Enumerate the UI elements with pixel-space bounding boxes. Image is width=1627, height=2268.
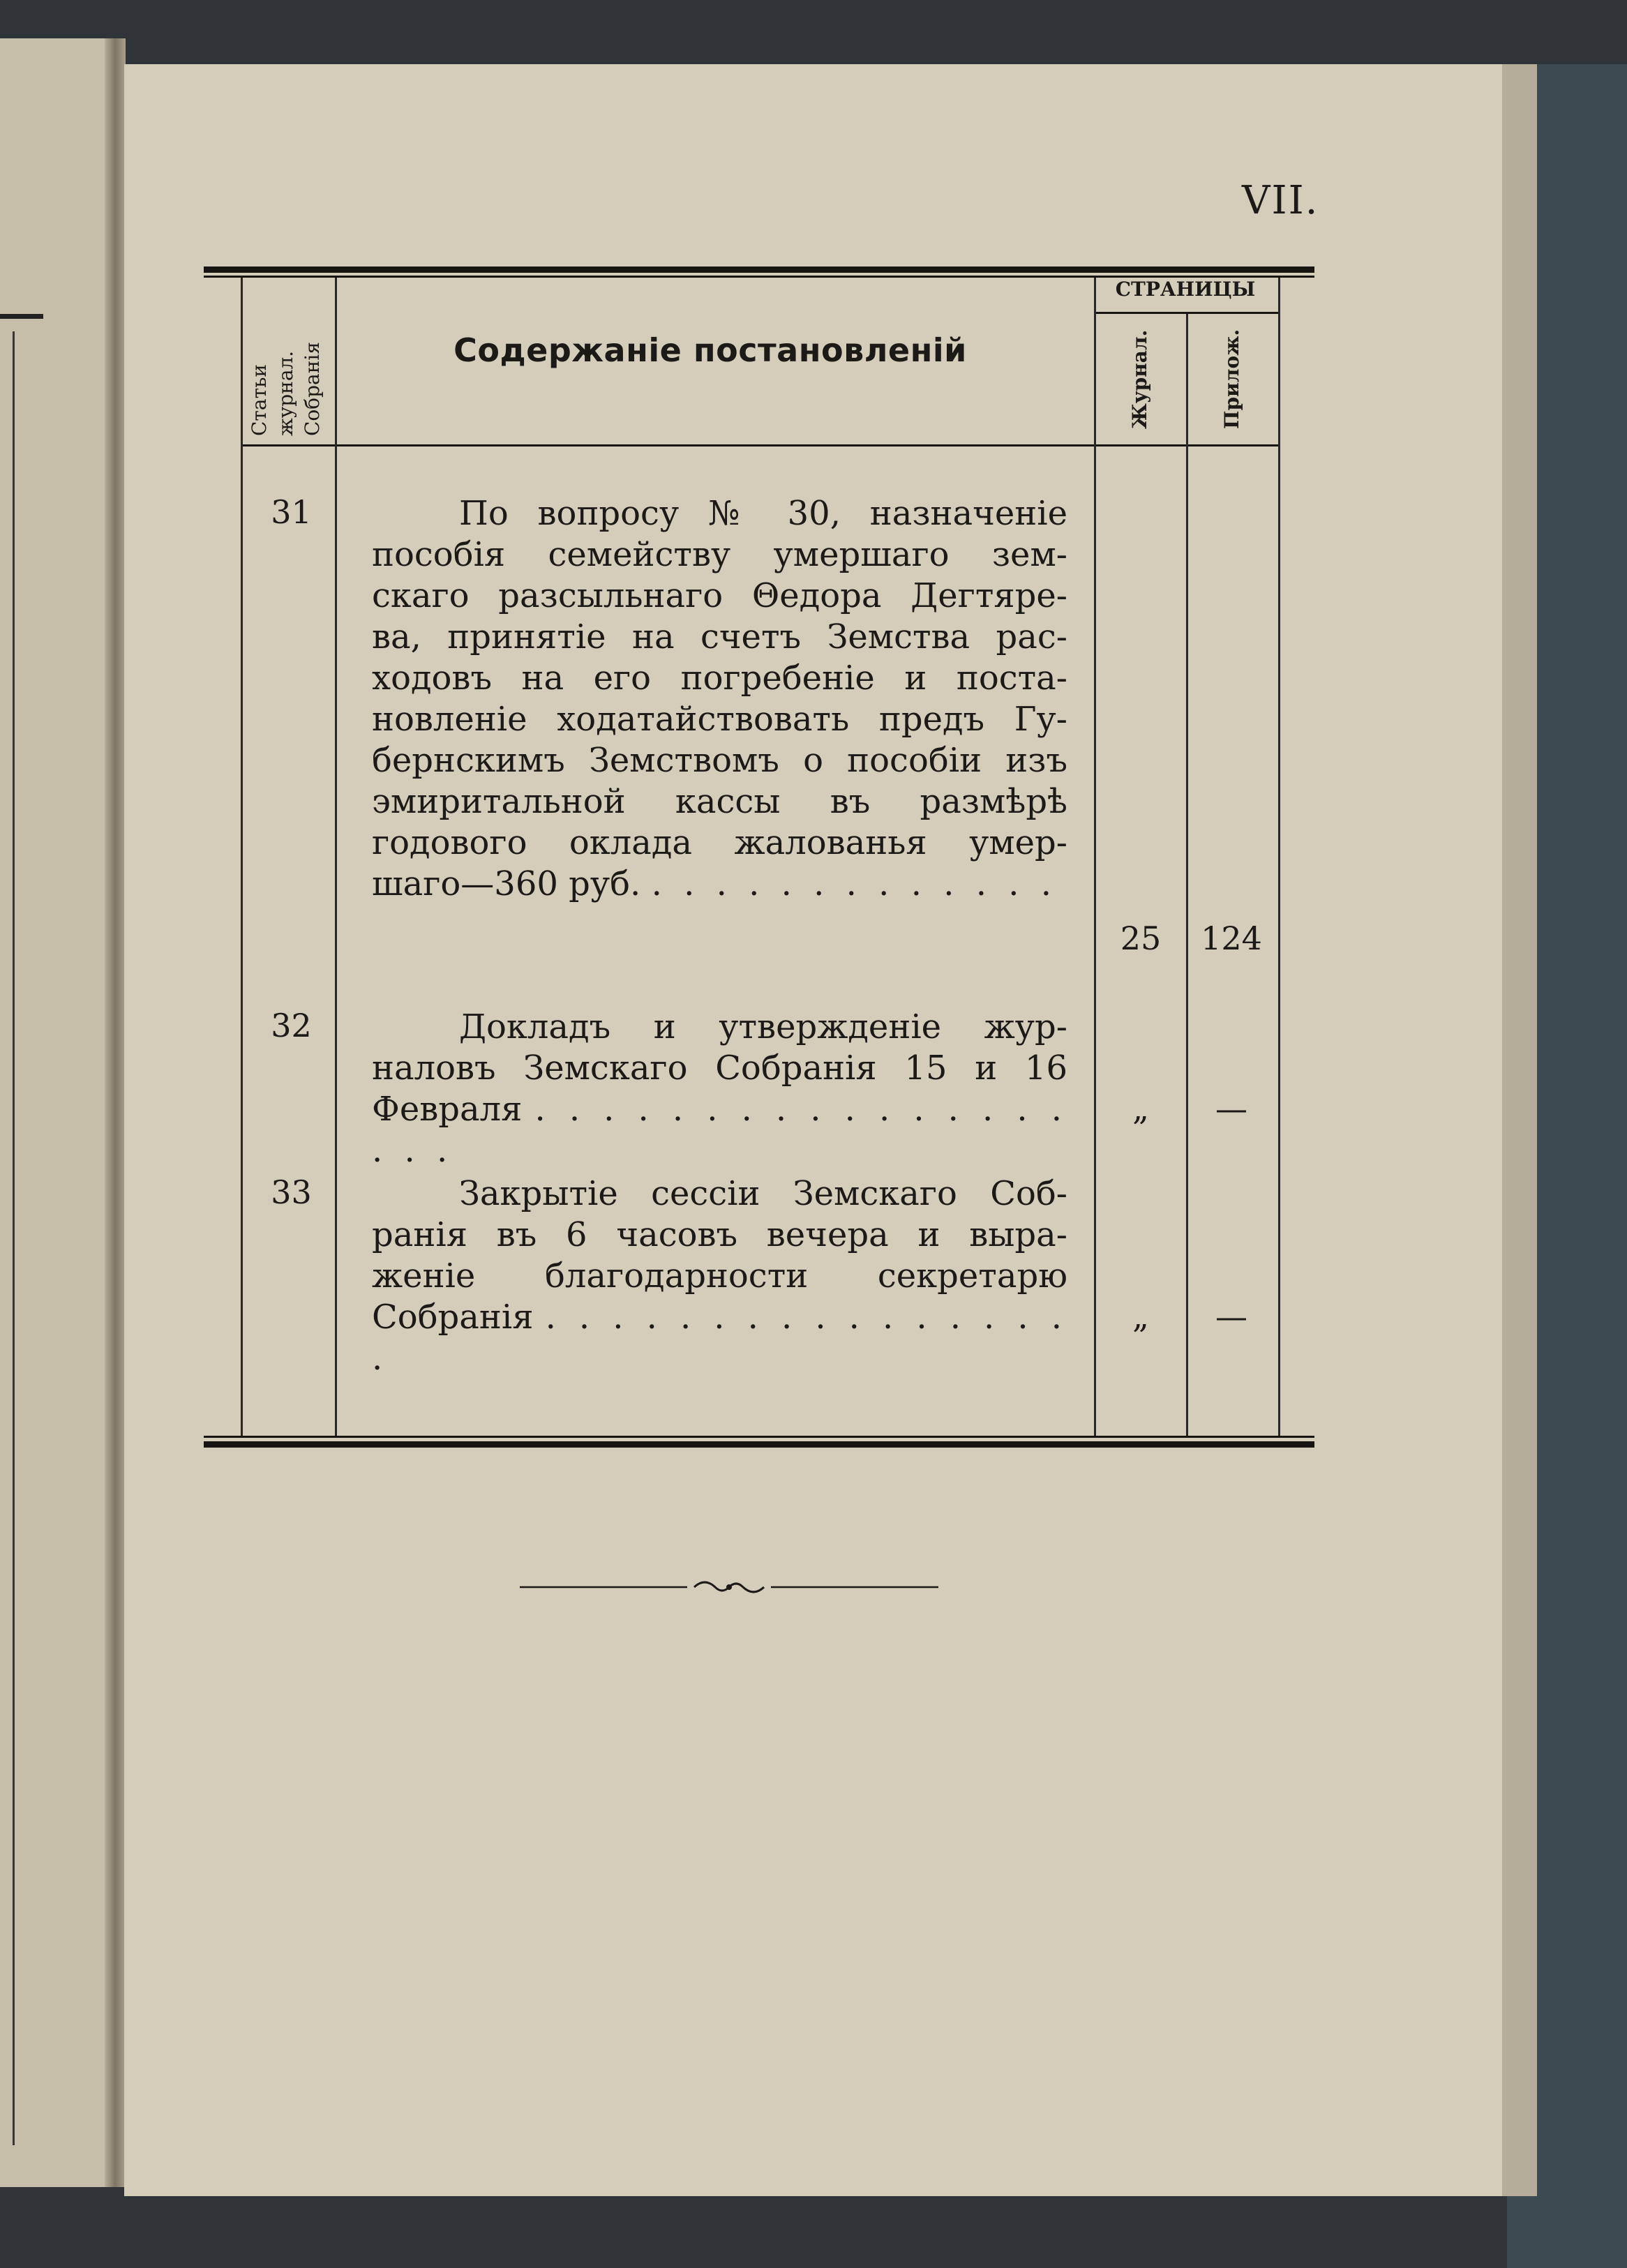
- row-31-line-10: [372, 864, 1067, 905]
- row-32-line-2: наловъ Земскаго Собранія 15 и 16: [372, 1049, 1067, 1088]
- row-31-line-4: ва, принятіе на счетъ Земства рас-: [372, 617, 1067, 656]
- row-31-line-3: скаго разсыльнаго Θедора Дегтяре-: [372, 576, 1067, 615]
- row-31-line-6: новленіе ходатайствовать предъ Гу-: [372, 700, 1067, 739]
- header-bottom-rule: [241, 444, 1278, 446]
- header-item-line-1: Статьи: [248, 363, 271, 436]
- table-right-rule: [1278, 278, 1280, 1436]
- header-item-line-3: Собранія: [301, 341, 324, 436]
- row-32-line-3: [372, 1089, 1067, 1171]
- text-column-rule: [1094, 278, 1096, 1436]
- row-33-line-1: Закрытіе сессіи Земскаго Соб-: [459, 1174, 1067, 1213]
- row-31-appendix-page: 124: [1201, 919, 1262, 957]
- table-bottom-rule-thin: [204, 1436, 1314, 1438]
- header-journal-col: Журнал.: [1128, 329, 1151, 429]
- row-31-leader-dots: . . . . . . . . . . . . .: [651, 864, 1058, 903]
- row-32-line-3-text: Февраля: [372, 1090, 523, 1129]
- items-column-rule: [335, 278, 337, 1436]
- row-31-line-5: ходовъ на его погребеніе и поста-: [372, 659, 1067, 698]
- row-32-appendix-page: —: [1215, 1090, 1247, 1127]
- row-33-journal-page: „: [1132, 1298, 1149, 1335]
- row-33-line-4-text: Собранія: [372, 1298, 534, 1337]
- ornament-divider-icon: [520, 1573, 938, 1601]
- header-title: Содержаніе постановленій: [453, 331, 967, 369]
- row-32-line-1: Докладъ и утвержденіе жур-: [459, 1007, 1067, 1046]
- table-bottom-rule: [204, 1441, 1314, 1448]
- row-31-line-10-text: шаго—360 руб.: [372, 864, 641, 903]
- row-31-text: [372, 493, 1067, 905]
- row-32-leader-dots: . . . . . . . . . . . . . . . . . . .: [372, 1090, 1067, 1170]
- row-31-line-9: годового оклада жалованья умер-: [372, 823, 1067, 862]
- left-page-column-rule: [13, 331, 15, 2145]
- page-number: VII.: [1242, 178, 1319, 223]
- row-33-number: 33: [271, 1173, 312, 1211]
- row-31-number: 31: [271, 493, 312, 531]
- row-33-line-3: женіе благодарности секретарю: [372, 1256, 1067, 1296]
- row-33-text: [372, 1173, 1067, 1379]
- row-33-line-2: ранія въ 6 часовъ вечера и выра-: [372, 1215, 1067, 1254]
- table-left-rule: [241, 278, 243, 1436]
- row-32-number: 32: [271, 1007, 312, 1044]
- row-33-leader-dots: . . . . . . . . . . . . . . . . .: [372, 1298, 1067, 1378]
- header-appendix-col: Прилож.: [1220, 329, 1243, 429]
- journal-column-rule: [1186, 314, 1188, 1436]
- header-item-line-2: журнал.: [274, 350, 297, 436]
- left-page-rule: [0, 314, 43, 319]
- left-page-edge: [0, 38, 122, 2187]
- header-pages-group: СТРАНИЦЫ: [1115, 278, 1256, 301]
- row-33-line-4: [372, 1297, 1067, 1379]
- page-edge: [1502, 64, 1537, 2196]
- row-31-line-8: эмиритальной кассы въ размѣрѣ: [372, 782, 1067, 821]
- row-31-journal-page: 25: [1120, 919, 1162, 957]
- row-32-journal-page: „: [1132, 1090, 1149, 1127]
- row-32-text: [372, 1007, 1067, 1171]
- row-31-line-2: пособія семейству умершаго зем-: [372, 535, 1067, 574]
- table-top-rule: [204, 266, 1314, 273]
- row-31-line-7: бернскимъ Земствомъ о пособіи изъ: [372, 741, 1067, 780]
- book-gutter: [105, 38, 126, 2187]
- row-31-line-1: По вопросу № 30, назначеніе: [459, 494, 1067, 533]
- row-33-appendix-page: —: [1215, 1298, 1247, 1335]
